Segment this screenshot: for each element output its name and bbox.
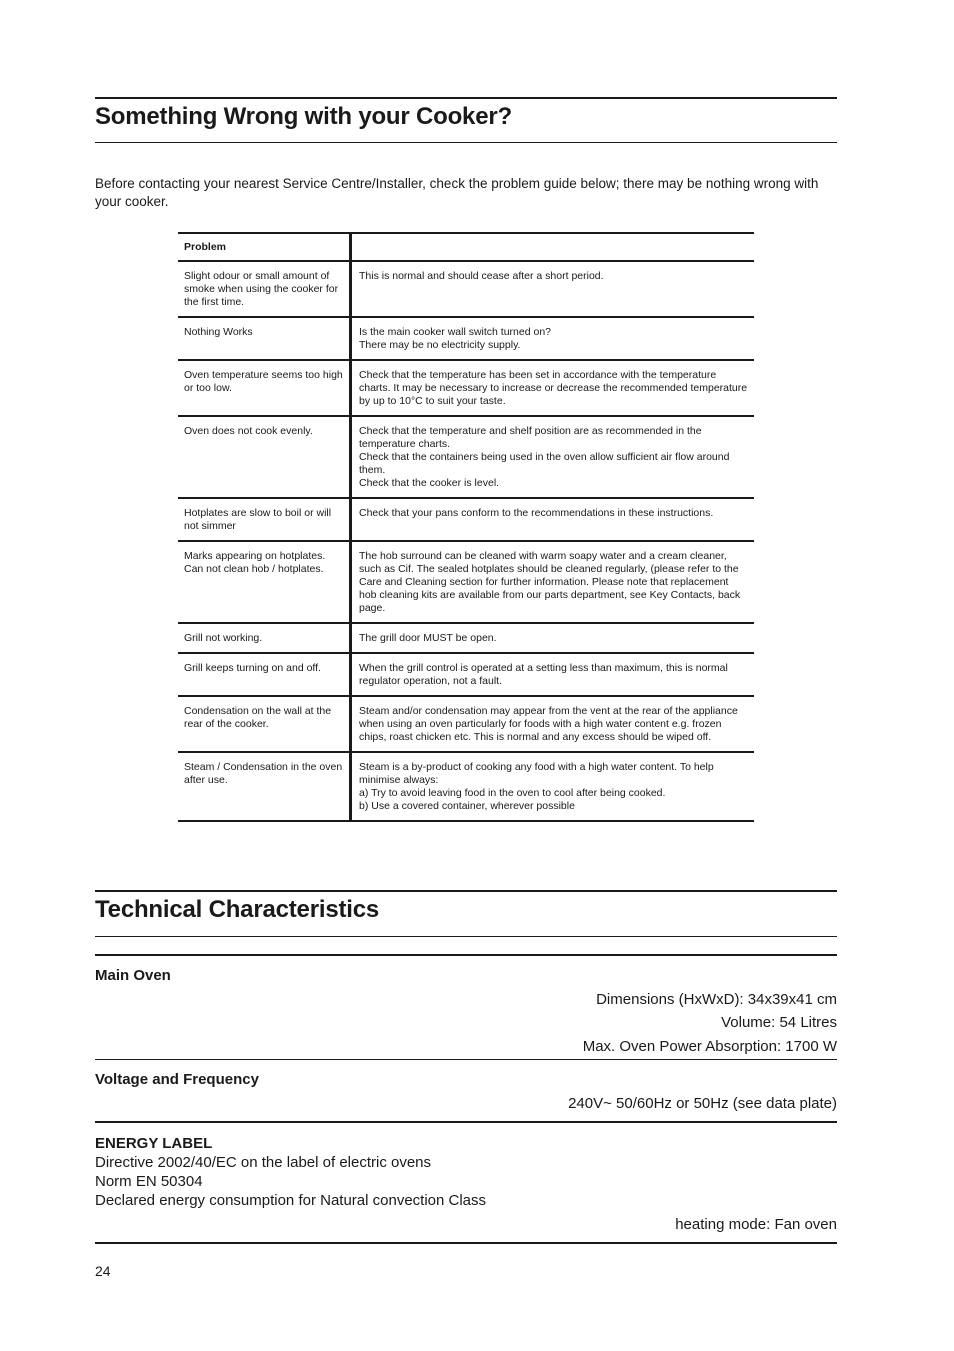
top-rule (95, 97, 837, 99)
solution-cell: Check that the temperature and shelf position are as recommended in the temperature charts. Check that the containers being used in the oven allow sufficient air flow around them. Check that the cooker is level. (351, 416, 755, 498)
solution-cell: Check that the temperature has been set in accordance with the temperature charts. It may be necessary to increase or decrease the recommended temperature by up to 10°C to suit your taste. (351, 360, 755, 416)
energy-line-heating-mode: heating mode: Fan oven (675, 1216, 837, 1233)
energy-line-directive: Directive 2002/40/EC on the label of electric ovens (95, 1154, 432, 1171)
table-row (178, 541, 754, 623)
problem-cell: Hotplates are slow to boil or will not simmer (178, 498, 351, 541)
intro-paragraph: Before contacting your nearest Service Centre/Installer, check the problem guide below; there may be nothing wrong with your cooker. (95, 176, 819, 209)
voltage-value: 240V~ 50/60Hz or 50Hz (see data plate) (568, 1095, 837, 1112)
table-header-problem: Problem (178, 233, 351, 261)
volume-text: Volume: 54 Litres (721, 1014, 837, 1031)
table-row (178, 416, 754, 498)
table-row (178, 360, 754, 416)
problem-cell: Slight odour or small amount of smoke when using the cooker for the first time. (178, 261, 351, 317)
energy-line-consumption: Declared energy consumption for Natural convection Class (95, 1192, 487, 1209)
page-number: 24 (95, 1263, 111, 1279)
problem-cell: Marks appearing on hotplates. Can not clean hob / hotplates. (178, 541, 351, 623)
section2-title-underline (95, 936, 837, 937)
power-text: Max. Oven Power Absorption: 1700 W (582, 1038, 837, 1055)
dimensions-text: Dimensions (HxWxD): 34x39x41 cm (596, 991, 837, 1008)
table-row (178, 261, 754, 317)
table-header-row (178, 233, 754, 261)
table-row (178, 317, 754, 360)
problem-cell: Steam / Condensation in the oven after use. (178, 752, 351, 821)
table-header-empty (351, 233, 755, 261)
section-title-troubleshooting: Something Wrong with your Cooker? (95, 103, 512, 130)
table-row (178, 696, 754, 752)
main-oven-heading: Main Oven (95, 967, 171, 984)
voltage-rule (95, 1059, 837, 1060)
table-row (178, 653, 754, 696)
energy-rule (95, 1121, 837, 1123)
solution-cell: This is normal and should cease after a short period. (351, 261, 755, 317)
problem-table (178, 232, 754, 822)
problem-cell: Grill keeps turning on and off. (178, 653, 351, 696)
problem-cell: Oven does not cook evenly. (178, 416, 351, 498)
title-underline-rule (95, 142, 837, 143)
solution-cell: The grill door MUST be open. (351, 623, 755, 653)
solution-cell: Steam is a by-product of cooking any food with a high water content. To help minimise always: a) Try to avoid leaving food in the oven to cool after being cooked. b) Use a covered container, wherever possible (351, 752, 755, 821)
problem-cell: Nothing Works (178, 317, 351, 360)
solution-cell: When the grill control is operated at a setting less than maximum, this is normal regulator operation, not a fault. (351, 653, 755, 696)
problem-cell: Oven temperature seems too high or too low. (178, 360, 351, 416)
problem-cell: Grill not working. (178, 623, 351, 653)
problem-cell: Condensation on the wall at the rear of the cooker. (178, 696, 351, 752)
energy-label-heading: ENERGY LABEL (95, 1135, 213, 1152)
table-row (178, 752, 754, 821)
table-row (178, 623, 754, 653)
energy-line-norm: Norm EN 50304 (95, 1173, 203, 1190)
solution-cell: Steam and/or condensation may appear from the vent at the rear of the appliance when using an oven particularly for foods with a high water content e.g. frozen chips, roast chicken etc. This is normal and any excess should be wiped off. (351, 696, 755, 752)
section2-top-rule (95, 890, 837, 892)
main-oven-rule (95, 954, 837, 956)
solution-cell: The hob surround can be cleaned with warm soapy water and a cream cleaner, such as Cif. The sealed hotplates should be cleaned regularly, (please refer to the Care and Cleaning section for further information. Please note that replacement hob cleaning kits are available from our parts department, see Key Contacts, back page. (351, 541, 755, 623)
bottom-rule (95, 1242, 837, 1244)
section-title-technical: Technical Characteristics (95, 896, 380, 923)
solution-cell: Check that your pans conform to the recommendations in these instructions. (351, 498, 755, 541)
solution-cell: Is the main cooker wall switch turned on? There may be no electricity supply. (351, 317, 755, 360)
table-row (178, 498, 754, 541)
voltage-heading: Voltage and Frequency (95, 1071, 259, 1088)
